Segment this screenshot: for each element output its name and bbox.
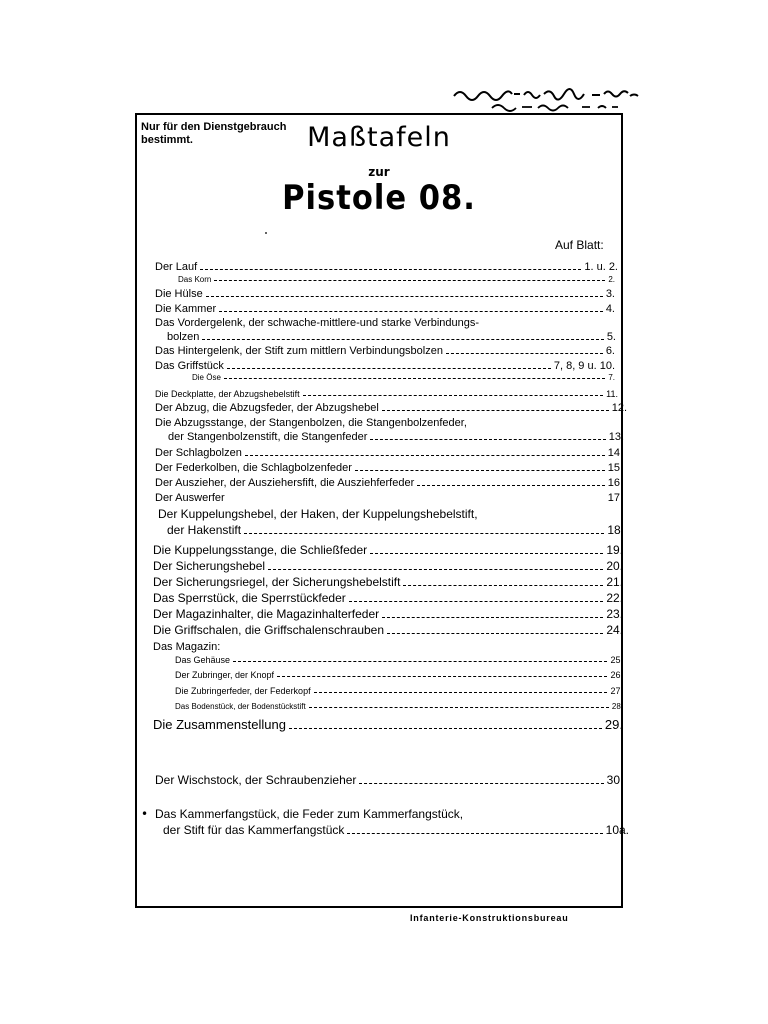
dotted-leader: [245, 455, 605, 456]
toc-entry-page: 6.: [605, 345, 615, 357]
toc-entry-page: 29.: [604, 717, 623, 732]
dotted-leader: [355, 470, 605, 471]
toc-entry-page: 2.: [608, 275, 615, 284]
toc-entry-page: 5.: [606, 331, 616, 343]
dotted-leader: [224, 378, 605, 379]
title-subject: Pistole 08.: [282, 178, 476, 218]
toc-entry-label: Die Zubringerfeder, der Federkopf: [175, 686, 311, 696]
toc-entry-label: Die Deckplatte, der Abzugshebelstift: [155, 389, 300, 399]
toc-entry-label: Die Hülse: [155, 288, 203, 300]
toc-entry-label: Das Griffstück: [155, 360, 224, 372]
dotted-leader: [446, 353, 603, 354]
toc-entry-page: 7.: [608, 373, 615, 382]
toc-entry-page: 26.: [610, 670, 623, 680]
dotted-leader: [233, 661, 607, 662]
toc-entry: [153, 607, 623, 621]
toc-entry-label: Der Zubringer, der Knopf: [175, 670, 275, 680]
toc-entry: [153, 623, 623, 637]
toc-entry-page: 21.: [606, 575, 623, 589]
dotted-leader: [382, 617, 603, 618]
toc-entry-page: 19.: [606, 543, 623, 557]
dotted-leader: [277, 676, 607, 677]
toc-entry-page: 18.: [607, 523, 624, 537]
toc-entry-page: 13.: [608, 431, 624, 443]
dotted-leader: [382, 410, 609, 411]
dotted-leader: [347, 833, 602, 834]
dotted-leader: [403, 585, 603, 586]
toc-entry: [175, 686, 623, 696]
toc-entry-label: Die Abzugsstange, der Stangenbolzen, die Stangenbolzenfeder,: [155, 417, 467, 429]
toc-entry-label: bolzen: [167, 331, 200, 343]
toc-entry: [155, 303, 615, 315]
toc-entry-page: 30: [606, 773, 620, 787]
toc-entry: [175, 702, 623, 711]
toc-entry-page: 16.: [607, 477, 623, 489]
toc-entry-label: Das Hintergelenk, der Stift zum mittlern Verbindungsbolzen: [155, 345, 443, 357]
dotted-leader: [227, 368, 551, 369]
toc-entry: [153, 591, 623, 605]
toc-entry-label: Das Sperrstück, die Sperrstückfeder: [153, 591, 346, 605]
toc-entry-label: Die Kammer: [155, 303, 217, 315]
title-connector: zur: [368, 165, 390, 179]
toc-entry: [155, 345, 615, 357]
toc-entry-label: Das Vordergelenk, der schwache-mittlere-und starke Verbindungs-: [155, 317, 480, 329]
restricted-line-1: Nur für den Dienstgebrauch: [141, 121, 287, 133]
toc-entry-label: Der Sicherungsriegel, der Sicherungshebelstift: [153, 575, 401, 589]
dotted-leader: [370, 439, 605, 440]
toc-entry-label: Der Auszieher, der Ausziehersfift, die Ausziehferfeder: [155, 477, 415, 489]
footnote-bullet: •: [141, 807, 149, 821]
dotted-leader: [268, 569, 603, 570]
dotted-leader: [200, 269, 581, 270]
restricted-line-2: bestimmt.: [141, 134, 193, 146]
toc-entry: [178, 275, 615, 284]
toc-section-label: Das Magazin:: [153, 641, 221, 653]
dotted-leader: [309, 707, 609, 708]
toc-entry: [153, 575, 623, 589]
toc-entry-page: 17.: [607, 492, 623, 504]
toc-entry-page: 22.: [606, 591, 623, 605]
toc-entry-label: Der Auswerfer: [155, 492, 225, 504]
toc-entry-label: Der Kuppelungshebel, der Haken, der Kuppelungshebelstift,: [158, 507, 478, 521]
toc-entry-label: Der Schlagbolzen: [155, 447, 242, 459]
toc-entry: [168, 431, 624, 443]
toc-entry-page: 23.: [606, 607, 623, 621]
toc-entry-page: 15.: [607, 462, 623, 474]
toc-entry-label: der Stangenbolzenstift, die Stangenfeder: [168, 431, 368, 443]
toc-entry-page: 25.: [610, 655, 623, 665]
toc-entry: [155, 360, 615, 372]
dotted-leader: [349, 601, 604, 602]
toc-entry: [155, 447, 623, 459]
toc-entry: [155, 773, 620, 787]
dotted-leader: [244, 533, 604, 534]
dotted-leader: [219, 311, 603, 312]
toc-entry-page: 7, 8, 9 u. 10.: [553, 360, 615, 372]
toc-entry-label: Die Öse: [192, 373, 221, 382]
toc-entry-page: 11.: [606, 389, 618, 399]
toc-entry: [155, 389, 618, 399]
toc-entry-page: 3.: [605, 288, 615, 300]
toc-entry-label: Die Kuppelungsstange, die Schließfeder: [153, 543, 368, 557]
toc-entry-page: 24.: [606, 623, 623, 637]
toc-entry: [153, 717, 623, 732]
dotted-leader: [289, 728, 602, 729]
toc-entry-label: Der Abzug, die Abzugsfeder, der Abzugshebel: [155, 402, 379, 414]
toc-entry-page: 4.: [605, 303, 615, 315]
toc-entry: [153, 559, 623, 573]
toc-entry-label: Der Wischstock, der Schraubenzieher: [155, 773, 357, 787]
toc-entry: [155, 261, 618, 273]
toc-entry: [167, 523, 624, 537]
toc-entry-label: Das Korn: [178, 275, 212, 284]
dotted-leader: [387, 633, 603, 634]
toc-entry: [155, 492, 623, 504]
dotted-leader: [202, 339, 603, 340]
toc-entry-label: Das Kammerfangstück, die Feder zum Kammerfangstück,: [155, 807, 464, 821]
toc-entry-label: Die Griffschalen, die Griffschalenschrauben: [153, 623, 385, 637]
toc-entry-label: der Hakenstift: [167, 523, 242, 537]
toc-entry: [167, 331, 616, 343]
toc-entry-label: Das Gehäuse: [175, 655, 231, 665]
toc-entry: [155, 462, 623, 474]
toc-entry-page: 10a.: [605, 823, 629, 837]
page-title: Maßtafeln: [307, 122, 451, 153]
dotted-leader: [206, 296, 603, 297]
toc-entry-page: 28.: [611, 702, 623, 711]
toc-entry: [155, 402, 627, 414]
toc-entry-page: 1. u. 2.: [584, 261, 618, 273]
publisher-footer: Infanterie-Konstruktionsbureau: [410, 913, 569, 923]
dotted-leader: [314, 692, 608, 693]
toc-entry-label: Der Sicherungshebel: [153, 559, 266, 573]
toc-entry-label: Der Magazinhalter, die Magazinhalterfeder: [153, 607, 380, 621]
dotted-leader: [303, 395, 604, 396]
toc-entry-page: 14.: [607, 447, 623, 459]
toc-entry: [155, 477, 623, 489]
page-column-header: Auf Blatt:: [555, 238, 604, 252]
toc-entry-page: 27.: [610, 686, 623, 696]
dotted-leader: [417, 485, 604, 486]
toc-entry-page: 12.: [611, 402, 627, 414]
toc-entry-page: 20.: [606, 559, 623, 573]
dotted-leader: [370, 553, 603, 554]
toc-entry-label: Die Zusammenstellung: [153, 717, 286, 732]
dotted-leader: [359, 783, 603, 784]
toc-entry-label: Das Bodenstück, der Bodenstückstift: [175, 702, 306, 711]
toc-entry-label: der Stift für das Kammerfangstück: [163, 823, 345, 837]
toc-entry: [163, 823, 629, 837]
toc-entry-label: Der Lauf: [155, 261, 198, 273]
toc-entry: [192, 373, 615, 382]
toc-entry: [153, 543, 623, 557]
dotted-leader: [214, 280, 605, 281]
toc-entry-label: Der Federkolben, die Schlagbolzenfeder: [155, 462, 352, 474]
toc-entry: [175, 655, 623, 665]
toc-entry: [155, 288, 615, 300]
toc-entry: [175, 670, 623, 680]
